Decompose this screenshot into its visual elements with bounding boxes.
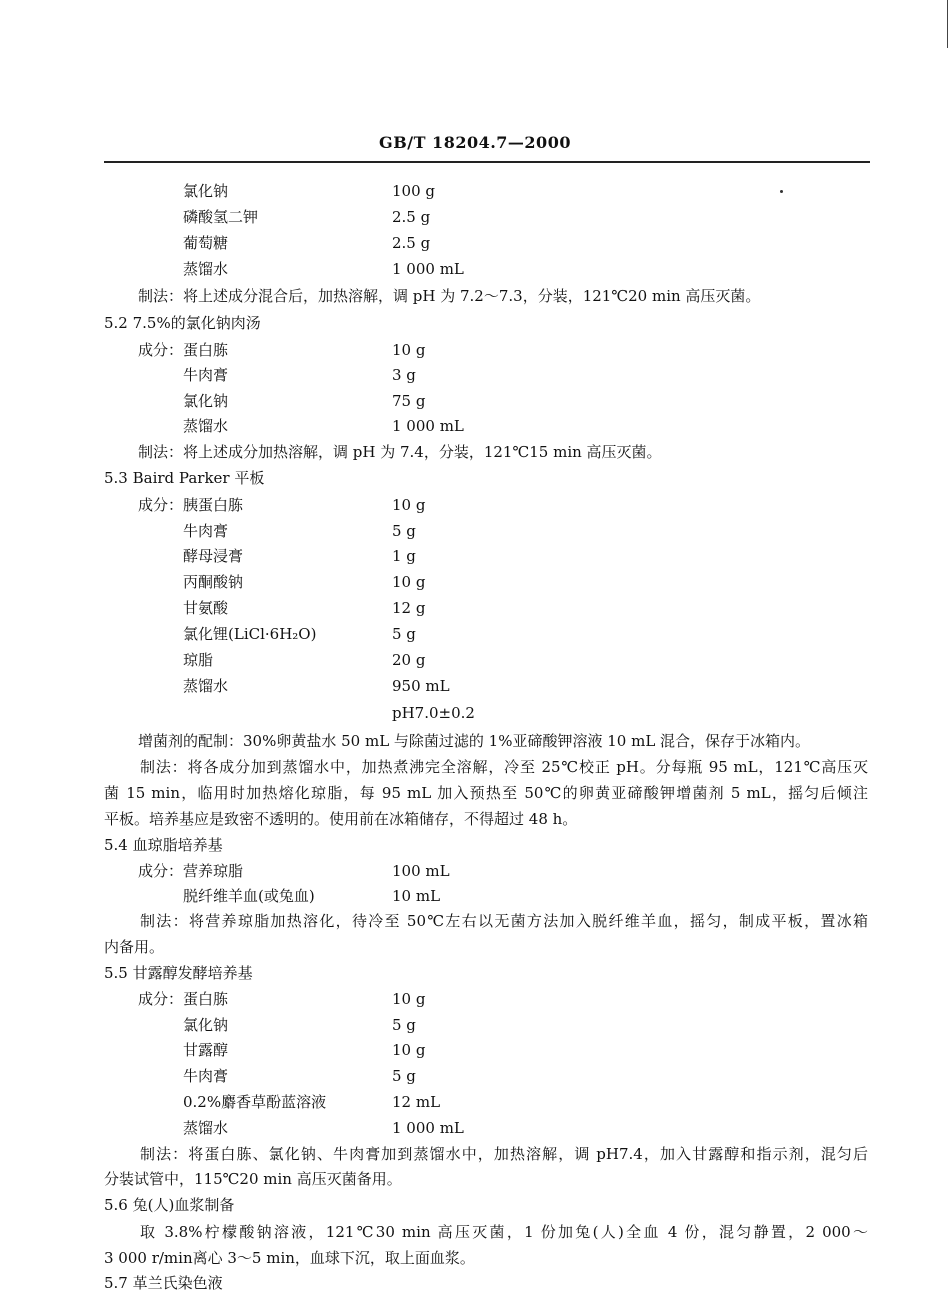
ingredient-name: 0.2%麝香草酚蓝溶液 — [183, 1093, 327, 1111]
ingredient-name: 蒸馏水 — [183, 260, 229, 278]
ingredient-name: 琼脂 — [183, 651, 214, 669]
ingredient-name: 磷酸氢二钾 — [183, 208, 259, 226]
method-text: 菌 15 min，临用时加热熔化琼脂，每 95 mL 加入预热至 50℃的卵黄亚碲酸钾增菌剂 5 mL，摇匀后倾注 — [104, 784, 868, 802]
body-text: 3 000 r/min离心 3～5 min，血球下沉，取上面血浆。 — [104, 1249, 475, 1267]
ingredient-amount: 2.5 g — [392, 234, 431, 252]
ingredient-amount: 12 mL — [392, 1093, 441, 1111]
ingredient-amount: 5 g — [392, 625, 416, 643]
ingredient-name: 蒸馏水 — [183, 677, 229, 695]
ingredient-amount: 10 g — [392, 341, 426, 359]
ingredient-amount: 5 g — [392, 1067, 416, 1085]
ingredient-name: 葡萄糖 — [183, 234, 229, 252]
ingredient-name: 酵母浸膏 — [183, 547, 244, 565]
section-title: 5.4 血琼脂培养基 — [104, 836, 223, 854]
header-rule — [104, 161, 870, 163]
scan-edge-mark — [947, 0, 948, 48]
method-text: 制法：将上述成分加热溶解，调 pH 为 7.4，分装，121℃15 min 高压灭菌。 — [138, 443, 662, 461]
ingredient-name: 牛肉膏 — [183, 366, 229, 384]
ingredient-name: 牛肉膏 — [183, 1067, 229, 1085]
ingredient-amount: 75 g — [392, 392, 426, 410]
ingredient-amount: 1 000 mL — [392, 260, 464, 278]
ingredient-amount: 20 g — [392, 651, 426, 669]
method-text: 制法：将营养琼脂加热溶化，待冷至 50℃左右以无菌方法加入脱纤维羊血，摇匀，制成平板，置冰箱 — [140, 912, 868, 930]
ingredient-name: 蒸馏水 — [183, 1119, 229, 1137]
ingredient-name: 成分：蛋白胨 — [138, 341, 229, 359]
ingredient-name: 氯化钠 — [183, 182, 229, 200]
method-text: 分装试管中，115℃20 min 高压灭菌备用。 — [104, 1170, 402, 1188]
ingredient-name: 氯化锂(LiCl·6H₂O) — [183, 625, 317, 643]
ingredient-amount: 2.5 g — [392, 208, 431, 226]
method-text: 制法：将上述成分混合后，加热溶解，调 pH 为 7.2～7.3，分装，121℃20 min 高压灭菌。 — [138, 287, 761, 305]
ingredient-amount: 1 g — [392, 547, 416, 565]
ingredient-name: 脱纤维羊血(或兔血) — [183, 887, 315, 905]
ingredient-name: 蒸馏水 — [183, 417, 229, 435]
section-title: 5.7 革兰氏染色液 — [104, 1274, 223, 1292]
ingredient-amount: 100 g — [392, 182, 436, 200]
body-text: 取 3.8%柠檬酸钠溶液，121℃30 min 高压灭菌，1 份加兔(人)全血 4 份，混匀静置，2 000～ — [140, 1223, 868, 1241]
section-title: 5.3 Baird Parker 平板 — [104, 469, 265, 487]
section-title: 5.2 7.5%的氯化钠肉汤 — [104, 314, 261, 332]
page-header: GB/T 18204.7—2000 — [379, 133, 571, 152]
ingredient-name: 成分：蛋白胨 — [138, 990, 229, 1008]
section-title: 5.6 兔(人)血浆制备 — [104, 1196, 235, 1214]
ingredient-amount: 1 000 mL — [392, 417, 464, 435]
section-title: 5.5 甘露醇发酵培养基 — [104, 964, 253, 982]
ingredient-amount: 1 000 mL — [392, 1119, 464, 1137]
ingredient-name: 甘氨酸 — [183, 599, 229, 617]
ingredient-amount: 950 mL — [392, 677, 450, 695]
ingredient-amount: 10 g — [392, 573, 426, 591]
method-text: 制法：将各成分加到蒸馏水中，加热煮沸完全溶解，冷至 25℃校正 pH。分每瓶 95 mL，121℃高压灭 — [140, 758, 868, 776]
ingredient-name: 丙酮酸钠 — [183, 573, 244, 591]
ingredient-name: 氯化钠 — [183, 1016, 229, 1034]
method-text: 制法：将蛋白胨、氯化钠、牛肉膏加到蒸馏水中，加热溶解，调 pH7.4，加入甘露醇和指示剂，混匀后 — [140, 1145, 868, 1163]
ingredient-name: 牛肉膏 — [183, 522, 229, 540]
ingredient-amount: 10 g — [392, 990, 426, 1008]
ingredient-amount: 10 g — [392, 496, 426, 514]
method-text: 平板。培养基应是致密不透明的。使用前在冰箱储存，不得超过 48 h。 — [104, 810, 578, 828]
ingredient-name: 甘露醇 — [183, 1041, 229, 1059]
ingredient-amount: 10 g — [392, 1041, 426, 1059]
ingredient-amount: 5 g — [392, 522, 416, 540]
ingredient-amount: 3 g — [392, 366, 416, 384]
ingredient-amount: 100 mL — [392, 862, 450, 880]
method-text: 内备用。 — [104, 938, 165, 956]
ph-value: pH7.0±0.2 — [392, 704, 475, 722]
ingredient-amount: 10 mL — [392, 887, 441, 905]
ingredient-amount: 12 g — [392, 599, 426, 617]
ingredient-name: 成分：营养琼脂 — [138, 862, 244, 880]
enhancer-text: 增菌剂的配制：30%卵黄盐水 50 mL 与除菌过滤的 1%亚碲酸钾溶液 10 mL 混合，保存于冰箱内。 — [138, 732, 811, 750]
ingredient-name: 氯化钠 — [183, 392, 229, 410]
ingredient-name: 成分：胰蛋白胨 — [138, 496, 244, 514]
ingredient-amount: 5 g — [392, 1016, 416, 1034]
scan-speck — [780, 190, 783, 193]
